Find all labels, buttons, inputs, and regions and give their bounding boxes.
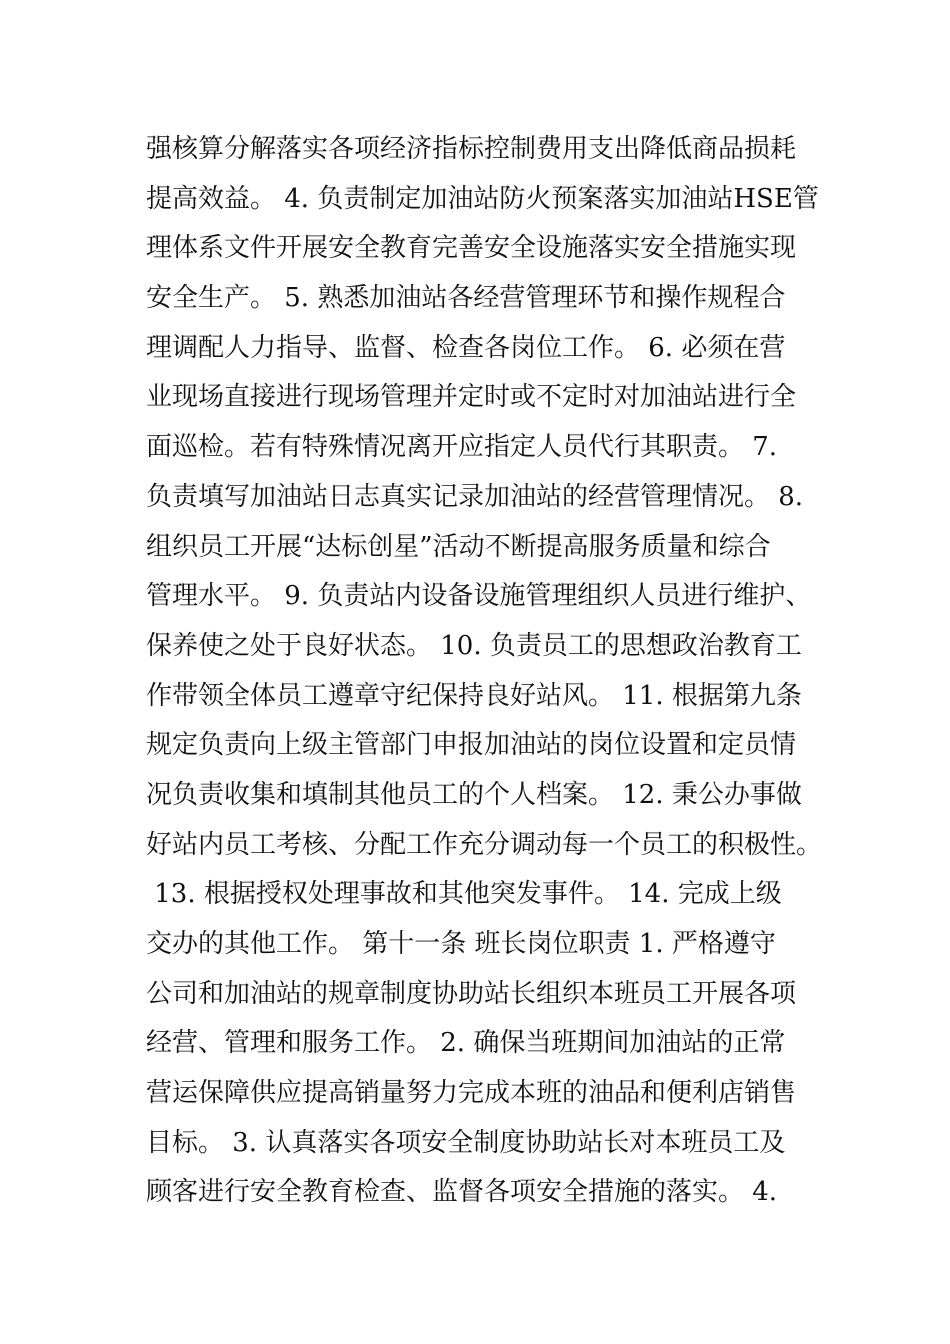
text-line-6: 业现场直接进行现场管理并定时或不定时对加油站进行全 <box>146 382 797 413</box>
text-line-12: 作带领全体员工遵章守纪保持良好站风。 11. 根据第九条 <box>146 680 802 711</box>
text-line-11: 保养使之处于良好状态。 10. 负责员工的思想政治教育工 <box>146 630 802 661</box>
body-text <box>146 125 826 1218</box>
text-line-9: 组织员工开展“达标创星”活动不断提高服务质量和综合 <box>146 531 771 562</box>
text-line-16: 13. 根据授权处理事故和其他突发事件。 14. 完成上级 <box>146 879 782 910</box>
text-line-15: 好站内员工考核、分配工作充分调动每一个员工的积极性。 <box>146 829 823 860</box>
text-line-18: 公司和加油站的规章制度协助站长组织本班员工开展各项 <box>146 978 797 1009</box>
text-line-14: 况负责收集和填制其他员工的个人档案。 12. 秉公办事做 <box>146 779 802 810</box>
text-line-8: 负责填写加油站日志真实记录加油站的经营管理情况。 8. <box>146 481 804 512</box>
text-line-3: 理体系文件开展安全教育完善安全设施落实安全措施实现 <box>146 233 797 264</box>
text-line-22: 顾客进行安全教育检查、监督各项安全措施的落实。 4. <box>146 1177 778 1208</box>
text-line-20: 营运保障供应提高销量努力完成本班的油品和便利店销售 <box>146 1078 797 1109</box>
text-line-7: 面巡检。若有特殊情况离开应指定人员代行其职责。 7. <box>146 432 778 463</box>
text-line-21: 目标。 3. 认真落实各项安全制度协助站长对本班员工及 <box>146 1127 786 1158</box>
text-line-13: 规定负责向上级主管部门申报加油站的岗位设置和定员情 <box>146 730 797 761</box>
text-line-4: 安全生产。 5. 熟悉加油站各经营管理环节和操作规程合 <box>146 283 786 314</box>
text-line-17: 交办的其他工作。 第十一条 班长岗位职责 1. 严格遵守 <box>146 929 776 959</box>
text-line-5: 理调配人力指导、监督、检查各岗位工作。 6. 必须在营 <box>146 332 786 363</box>
text-line-2: 提高效益。 4. 负责制定加油站防火预案落实加油站HSE管 <box>146 183 819 214</box>
text-line-10: 管理水平。 9. 负责站内设备设施管理组织人员进行维护、 <box>146 581 812 612</box>
text-line-1: 强核算分解落实各项经济指标控制费用支出降低商品损耗 <box>146 134 797 164</box>
text-line-19: 经营、管理和服务工作。 2. 确保当班期间加油站的正常 <box>146 1028 786 1059</box>
